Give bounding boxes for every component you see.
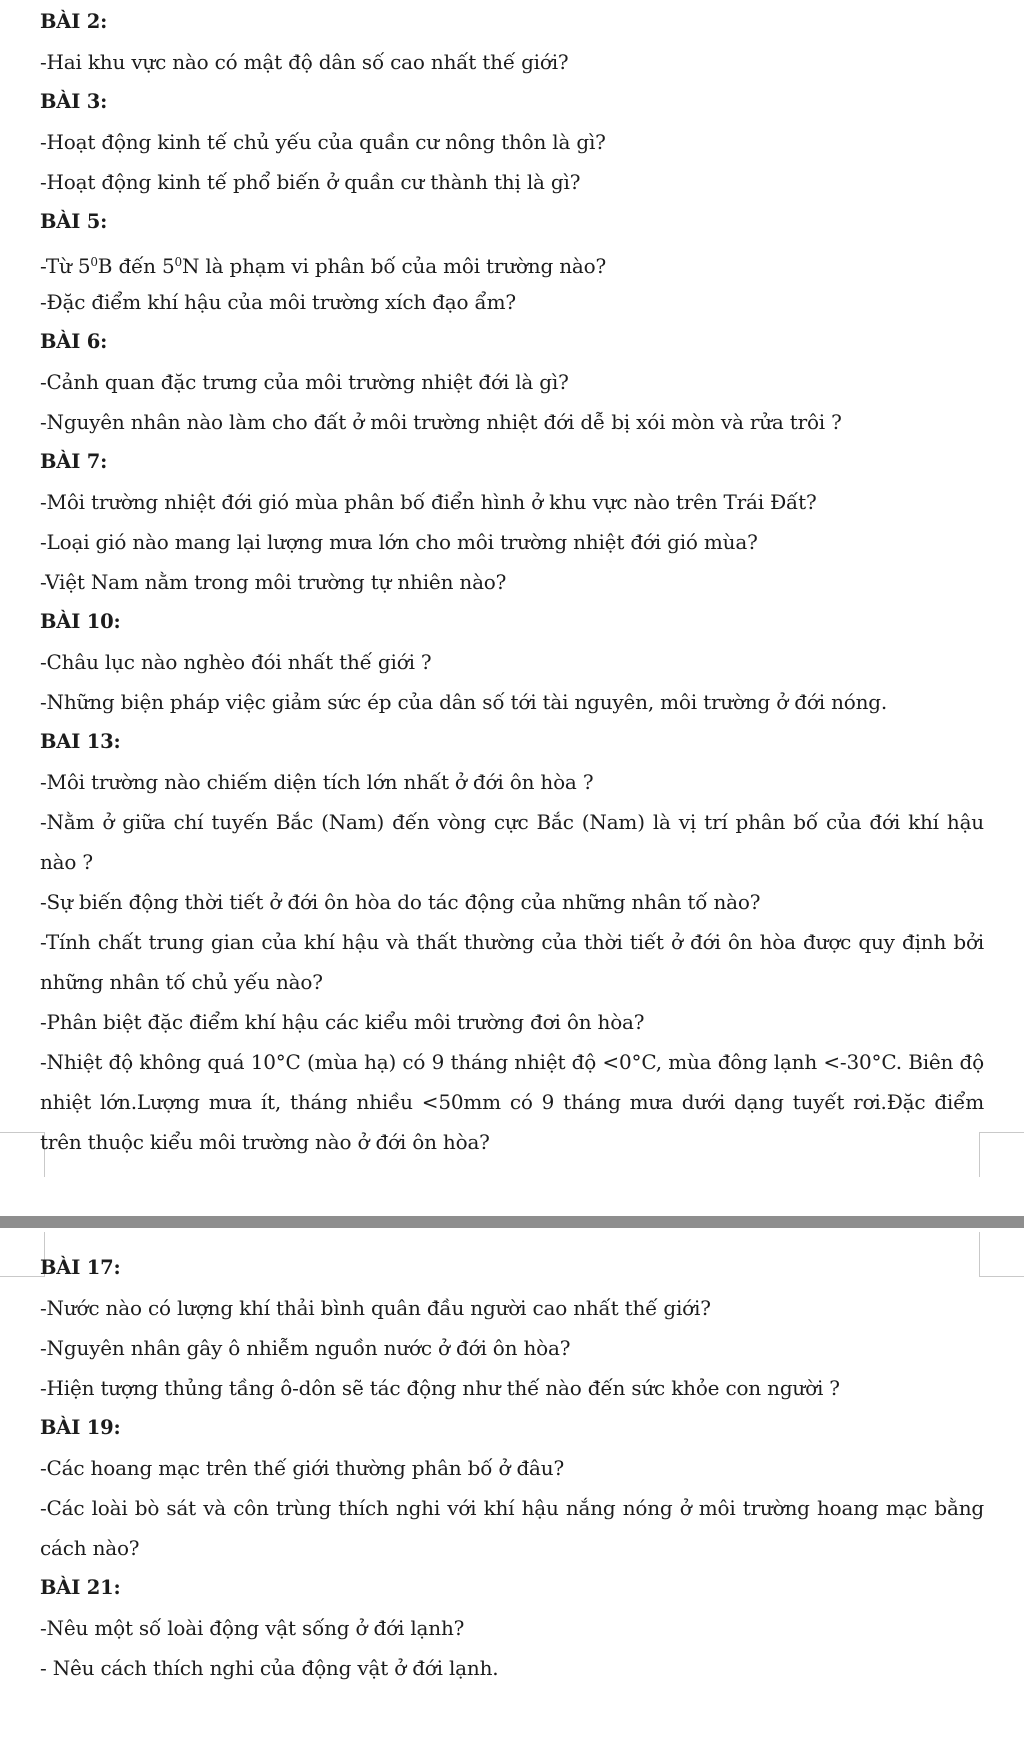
- question-paragraph: -Nằm ở giữa chí tuyến Bắc (Nam) đến vòng cực Bắc (Nam) là vị trí phân bố của đới khí hậu nào ?: [40, 810, 984, 874]
- question-line: -Nước nào có lượng khí thải bình quân đầu người cao nhất thế giới?: [40, 1296, 711, 1320]
- question-line: -Các hoang mạc trên thế giới thường phân bố ở đâu?: [40, 1456, 564, 1480]
- question-line: -Việt Nam nằm trong môi trường tự nhiên nào?: [40, 570, 507, 594]
- section-heading: BÀI 2:: [40, 10, 108, 33]
- superscript: 0: [174, 255, 182, 269]
- question-line: -Sự biến động thời tiết ở đới ôn hòa do tác động của những nhân tố nào?: [40, 890, 761, 914]
- page-separator: [0, 1216, 1024, 1228]
- question-line: -Loại gió nào mang lại lượng mưa lớn cho môi trường nhiệt đới gió mùa?: [40, 530, 758, 554]
- section-heading: BÀI 7:: [40, 450, 108, 473]
- question-line: -Những biện pháp việc giảm sức ép của dân số tới tài nguyên, môi trường ở đới nóng.: [40, 690, 888, 714]
- question-line: -Môi trường nhiệt đới gió mùa phân bố điển hình ở khu vực nào trên Trái Đất?: [40, 490, 817, 514]
- page-corner-mark: [0, 1132, 45, 1177]
- question-line: -Hoạt động kinh tế phổ biến ở quần cư thành thị là gì?: [40, 170, 581, 194]
- question-line: -Nêu một số loài động vật sống ở đới lạnh?: [40, 1616, 465, 1640]
- question-paragraph: -Tính chất trung gian của khí hậu và thất thường của thời tiết ở đới ôn hòa được quy định bởi những nhân tố chủ yếu nào?: [40, 930, 984, 994]
- question-line: -Nguyên nhân gây ô nhiễm nguồn nước ở đới ôn hòa?: [40, 1336, 571, 1360]
- question-paragraph: -Nhiệt độ không quá 10°C (mùa hạ) có 9 tháng nhiệt độ <0°C, mùa đông lạnh <-30°C. Biên độ nhiệt lớn.Lượng mưa ít, tháng nhiều <50mm có 9 tháng mưa dưới dạng tuyết rơi.Đặc điểm trên thuộc kiểu môi trường nào ở đới ôn hòa?: [40, 1050, 984, 1154]
- question-line: -Cảnh quan đặc trưng của môi trường nhiệt đới là gì?: [40, 370, 569, 394]
- question-line: [40, 242, 984, 282]
- section-heading: BÀI 21:: [40, 1576, 121, 1599]
- page-corner-mark: [979, 1232, 1024, 1277]
- section-heading: BAI 13:: [40, 730, 121, 753]
- question-line: -Phân biệt đặc điểm khí hậu các kiểu môi trường đơi ôn hòa?: [40, 1010, 645, 1034]
- question-line: -Nguyên nhân nào làm cho đất ở môi trường nhiệt đới dễ bị xói mòn và rửa trôi ?: [40, 410, 842, 434]
- section-heading: BÀI 3:: [40, 90, 108, 113]
- page-corner-mark: [979, 1132, 1024, 1177]
- section-heading: BÀI 5:: [40, 210, 108, 233]
- question-text: -Từ 5: [40, 254, 91, 278]
- page-1-content: [40, 2, 984, 1162]
- question-line: -Hiện tượng thủng tầng ô-dôn sẽ tác động như thế nào đến sức khỏe con người ?: [40, 1376, 840, 1400]
- page-corner-mark: [0, 1232, 45, 1277]
- question-line: -Châu lục nào nghèo đói nhất thế giới ?: [40, 650, 432, 674]
- section-heading: BÀI 10:: [40, 610, 121, 633]
- page-2-content: [40, 1248, 984, 1688]
- question-paragraph: -Các loài bò sát và côn trùng thích nghi với khí hậu nắng nóng ở môi trường hoang mạc bằng cách nào?: [40, 1496, 984, 1560]
- question-line: -Môi trường nào chiếm diện tích lớn nhất ở đới ôn hòa ?: [40, 770, 594, 794]
- superscript: 0: [90, 255, 98, 269]
- section-heading: BÀI 17:: [40, 1256, 121, 1279]
- question-text: B đến 5: [97, 254, 175, 278]
- section-heading: BÀI 6:: [40, 330, 108, 353]
- question-line: -Hoạt động kinh tế chủ yếu của quần cư nông thôn là gì?: [40, 130, 606, 154]
- question-text: N là phạm vi phân bố của môi trường nào?: [181, 254, 606, 278]
- question-line: -Hai khu vực nào có mật độ dân số cao nhất thế giới?: [40, 50, 569, 74]
- section-heading: BÀI 19:: [40, 1416, 121, 1439]
- question-line: -Đặc điểm khí hậu của môi trường xích đạo ẩm?: [40, 290, 516, 314]
- question-line: - Nêu cách thích nghi của động vật ở đới lạnh.: [40, 1656, 499, 1680]
